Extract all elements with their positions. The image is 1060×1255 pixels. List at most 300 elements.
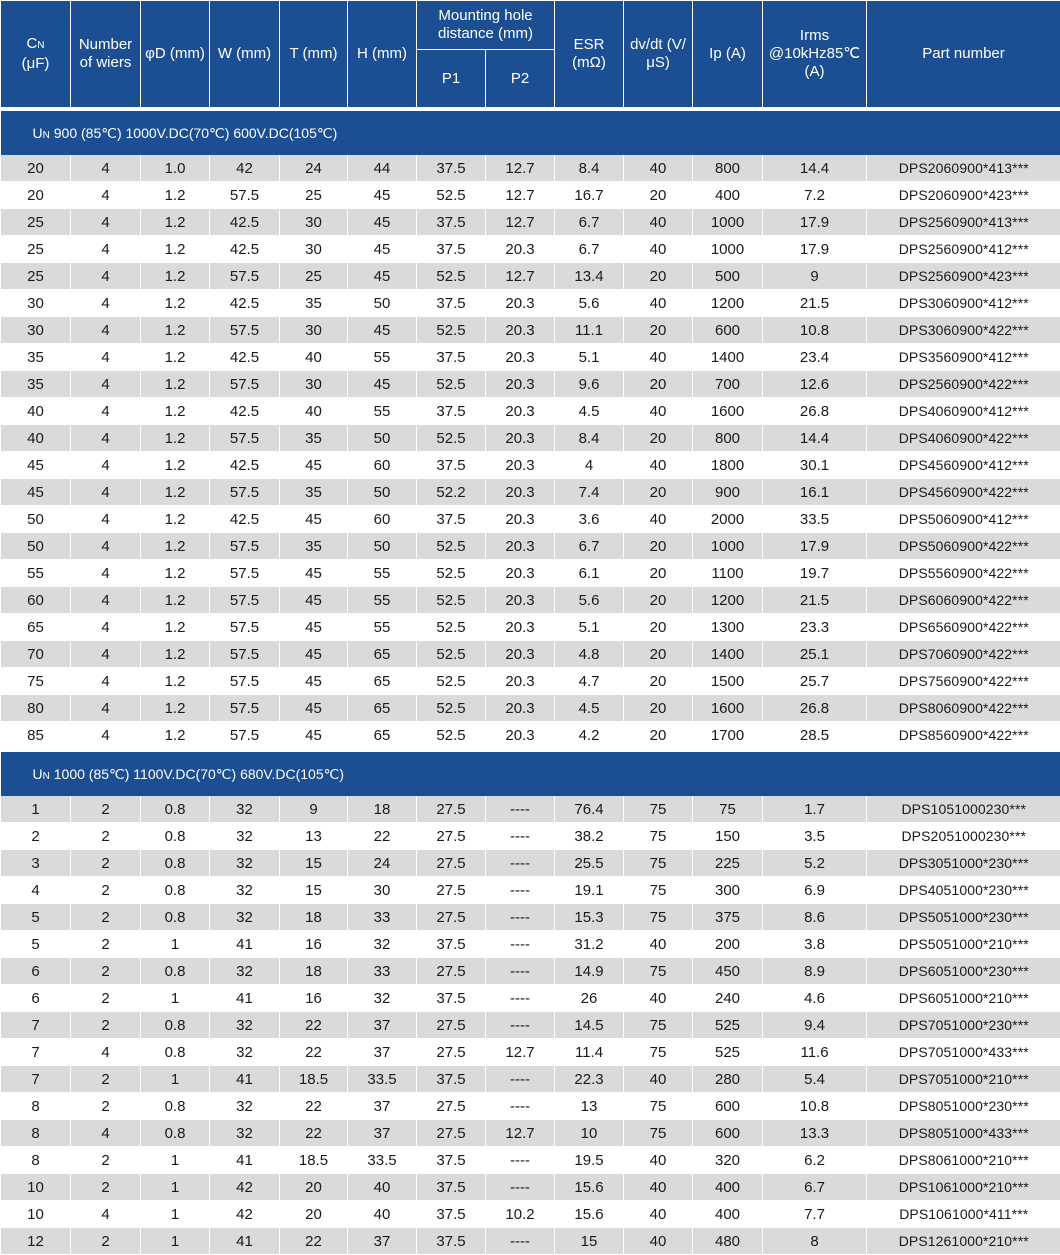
cell-ip: 700 (693, 371, 763, 398)
cell-irms: 13.3 (763, 1120, 867, 1147)
cell-p1: 37.5 (417, 155, 486, 182)
cell-wires: 2 (71, 1228, 141, 1255)
cell-irms: 3.5 (763, 823, 867, 850)
cell-capacitance: 75 (1, 668, 71, 695)
cell-part-number: DPS7051000*210*** (867, 1066, 1060, 1093)
cell-height: 65 (348, 695, 417, 722)
cell-dvdt: 75 (624, 904, 693, 931)
cell-ip: 525 (693, 1012, 763, 1039)
cell-wires: 2 (71, 958, 141, 985)
cell-phid: 1.2 (141, 641, 210, 668)
cell-irms: 26.8 (763, 398, 867, 425)
cell-width: 57.5 (210, 614, 280, 641)
cell-width: 57.5 (210, 425, 280, 452)
header-wires: Number of wiers (71, 1, 141, 110)
cell-thickness: 9 (280, 796, 348, 823)
cell-capacitance: 4 (1, 877, 71, 904)
cell-capacitance: 60 (1, 587, 71, 614)
cell-phid: 1.2 (141, 506, 210, 533)
cell-height: 33.5 (348, 1147, 417, 1174)
cell-wires: 4 (71, 236, 141, 263)
cell-p1: 52.5 (417, 263, 486, 290)
header-phid: φD (mm) (141, 1, 210, 110)
cell-ip: 300 (693, 877, 763, 904)
cell-capacitance: 5 (1, 931, 71, 958)
cell-thickness: 35 (280, 533, 348, 560)
cell-p1: 37.5 (417, 1174, 486, 1201)
cell-p2: ---- (486, 985, 555, 1012)
cell-phid: 1.2 (141, 344, 210, 371)
cell-capacitance: 30 (1, 290, 71, 317)
cell-dvdt: 20 (624, 695, 693, 722)
cell-phid: 0.8 (141, 823, 210, 850)
cell-p2: 20.3 (486, 344, 555, 371)
cell-part-number: DPS1061000*411*** (867, 1201, 1060, 1228)
cell-part-number: DPS1061000*210*** (867, 1174, 1060, 1201)
cell-esr: 4.8 (555, 641, 624, 668)
cell-capacitance: 2 (1, 823, 71, 850)
cell-p2: 20.3 (486, 722, 555, 751)
cell-ip: 400 (693, 182, 763, 209)
cell-ip: 480 (693, 1228, 763, 1255)
table-row (1, 587, 1060, 614)
cell-height: 45 (348, 263, 417, 290)
cell-wires: 4 (71, 1039, 141, 1066)
cell-esr: 8.4 (555, 425, 624, 452)
cell-dvdt: 20 (624, 533, 693, 560)
cell-irms: 10.8 (763, 317, 867, 344)
cell-width: 42.5 (210, 344, 280, 371)
cell-width: 57.5 (210, 560, 280, 587)
cell-ip: 1000 (693, 533, 763, 560)
cell-p2: 12.7 (486, 1039, 555, 1066)
cell-capacitance: 25 (1, 209, 71, 236)
cell-height: 40 (348, 1201, 417, 1228)
cell-width: 41 (210, 1228, 280, 1255)
cell-capacitance: 7 (1, 1012, 71, 1039)
cell-phid: 1.2 (141, 290, 210, 317)
cell-esr: 11.1 (555, 317, 624, 344)
cell-wires: 4 (71, 155, 141, 182)
cell-ip: 1500 (693, 668, 763, 695)
cell-irms: 17.9 (763, 533, 867, 560)
cell-p1: 52.5 (417, 317, 486, 344)
table-row (1, 452, 1060, 479)
table-row (1, 823, 1060, 850)
cell-thickness: 20 (280, 1201, 348, 1228)
cell-esr: 14.5 (555, 1012, 624, 1039)
cell-irms: 16.1 (763, 479, 867, 506)
cell-esr: 13.4 (555, 263, 624, 290)
cell-thickness: 22 (280, 1228, 348, 1255)
cell-width: 42.5 (210, 506, 280, 533)
cell-phid: 0.8 (141, 1039, 210, 1066)
cell-thickness: 24 (280, 155, 348, 182)
cell-ip: 240 (693, 985, 763, 1012)
cell-p2: 12.7 (486, 1120, 555, 1147)
cell-capacitance: 8 (1, 1093, 71, 1120)
cell-irms: 6.2 (763, 1147, 867, 1174)
cell-capacitance: 35 (1, 371, 71, 398)
cell-width: 32 (210, 1039, 280, 1066)
cell-width: 57.5 (210, 533, 280, 560)
cell-height: 45 (348, 317, 417, 344)
cell-wires: 2 (71, 1012, 141, 1039)
cell-capacitance: 1 (1, 796, 71, 823)
cell-p1: 37.5 (417, 290, 486, 317)
cell-width: 42 (210, 155, 280, 182)
cell-wires: 4 (71, 560, 141, 587)
cell-thickness: 16 (280, 985, 348, 1012)
cell-height: 24 (348, 850, 417, 877)
cell-wires: 2 (71, 823, 141, 850)
cell-part-number: DPS8051000*230*** (867, 1093, 1060, 1120)
cell-p1: 52.5 (417, 668, 486, 695)
cell-width: 32 (210, 823, 280, 850)
cell-width: 57.5 (210, 263, 280, 290)
cell-dvdt: 20 (624, 479, 693, 506)
cell-esr: 38.2 (555, 823, 624, 850)
cell-irms: 4.6 (763, 985, 867, 1012)
cell-irms: 6.7 (763, 1174, 867, 1201)
cell-wires: 4 (71, 263, 141, 290)
table-row (1, 1147, 1060, 1174)
cell-esr: 22.3 (555, 1066, 624, 1093)
cell-capacitance: 35 (1, 344, 71, 371)
cell-height: 30 (348, 877, 417, 904)
table-row (1, 344, 1060, 371)
cell-phid: 1.2 (141, 668, 210, 695)
cell-p2: 20.3 (486, 371, 555, 398)
cell-width: 32 (210, 958, 280, 985)
cell-ip: 800 (693, 155, 763, 182)
table-row (1, 1201, 1060, 1228)
cell-p1: 37.5 (417, 1066, 486, 1093)
cell-thickness: 40 (280, 344, 348, 371)
cell-part-number: DPS5060900*422*** (867, 533, 1060, 560)
cell-dvdt: 40 (624, 344, 693, 371)
table-row (1, 155, 1060, 182)
cell-irms: 33.5 (763, 506, 867, 533)
cell-phid: 1.2 (141, 452, 210, 479)
cell-irms: 7.7 (763, 1201, 867, 1228)
cell-width: 42.5 (210, 452, 280, 479)
cell-width: 42.5 (210, 398, 280, 425)
cell-phid: 0.8 (141, 904, 210, 931)
cell-capacitance: 80 (1, 695, 71, 722)
cell-capacitance: 7 (1, 1039, 71, 1066)
cell-ip: 1000 (693, 209, 763, 236)
table-row (1, 1066, 1060, 1093)
cell-part-number: DPS2560900*412*** (867, 236, 1060, 263)
cell-phid: 1.2 (141, 398, 210, 425)
cell-part-number: DPS7051000*433*** (867, 1039, 1060, 1066)
cell-wires: 2 (71, 1174, 141, 1201)
cell-part-number: DPS5060900*412*** (867, 506, 1060, 533)
cell-thickness: 45 (280, 452, 348, 479)
header-esr: ESR (mΩ) (555, 1, 624, 110)
cell-irms: 30.1 (763, 452, 867, 479)
cell-wires: 4 (71, 533, 141, 560)
cell-p2: ---- (486, 877, 555, 904)
cell-part-number: DPS4560900*412*** (867, 452, 1060, 479)
cell-part-number: DPS7060900*422*** (867, 641, 1060, 668)
cell-ip: 450 (693, 958, 763, 985)
cell-phid: 1 (141, 1174, 210, 1201)
cell-esr: 3.6 (555, 506, 624, 533)
cell-thickness: 45 (280, 722, 348, 751)
cell-irms: 5.4 (763, 1066, 867, 1093)
cell-capacitance: 50 (1, 506, 71, 533)
cell-wires: 2 (71, 796, 141, 823)
cell-esr: 25.5 (555, 850, 624, 877)
cell-thickness: 45 (280, 560, 348, 587)
cell-irms: 14.4 (763, 155, 867, 182)
cell-phid: 1.2 (141, 236, 210, 263)
cell-irms: 14.4 (763, 425, 867, 452)
cell-height: 55 (348, 587, 417, 614)
cell-irms: 8.6 (763, 904, 867, 931)
cell-ip: 375 (693, 904, 763, 931)
cell-ip: 1400 (693, 641, 763, 668)
cell-dvdt: 20 (624, 614, 693, 641)
table-row (1, 1012, 1060, 1039)
cell-p2: 12.7 (486, 182, 555, 209)
cell-dvdt: 40 (624, 506, 693, 533)
cell-width: 41 (210, 1147, 280, 1174)
cell-thickness: 25 (280, 263, 348, 290)
cell-height: 45 (348, 371, 417, 398)
cell-capacitance: 30 (1, 317, 71, 344)
cell-phid: 1.2 (141, 695, 210, 722)
cell-phid: 1.2 (141, 209, 210, 236)
table-row (1, 850, 1060, 877)
cell-ip: 320 (693, 1147, 763, 1174)
cell-dvdt: 20 (624, 263, 693, 290)
cell-height: 60 (348, 452, 417, 479)
cell-phid: 0.8 (141, 1093, 210, 1120)
section-rating: UN 1000 (85℃) 1100V.DC(70℃) 680V.DC(105℃) (1, 750, 1060, 796)
cell-capacitance: 10 (1, 1174, 71, 1201)
cell-dvdt: 40 (624, 209, 693, 236)
cell-capacitance: 85 (1, 722, 71, 751)
cell-wires: 4 (71, 290, 141, 317)
cell-esr: 6.7 (555, 209, 624, 236)
cell-thickness: 45 (280, 614, 348, 641)
cell-esr: 14.9 (555, 958, 624, 985)
cell-p1: 27.5 (417, 1093, 486, 1120)
cell-height: 37 (348, 1093, 417, 1120)
cell-phid: 1.2 (141, 371, 210, 398)
cell-irms: 17.9 (763, 209, 867, 236)
cell-dvdt: 40 (624, 236, 693, 263)
cell-capacitance: 20 (1, 155, 71, 182)
cell-dvdt: 20 (624, 641, 693, 668)
cell-capacitance: 25 (1, 236, 71, 263)
cell-thickness: 30 (280, 209, 348, 236)
table-row (1, 1093, 1060, 1120)
cell-dvdt: 40 (624, 1147, 693, 1174)
cell-dvdt: 75 (624, 823, 693, 850)
cell-p2: 20.3 (486, 614, 555, 641)
cell-width: 57.5 (210, 317, 280, 344)
cell-dvdt: 75 (624, 1039, 693, 1066)
cell-thickness: 15 (280, 850, 348, 877)
cell-wires: 4 (71, 344, 141, 371)
cell-ip: 75 (693, 796, 763, 823)
section-header (1, 750, 1060, 796)
cell-esr: 76.4 (555, 796, 624, 823)
cell-p2: 20.3 (486, 236, 555, 263)
header-p2: P2 (486, 50, 555, 110)
cell-thickness: 45 (280, 506, 348, 533)
cell-p2: ---- (486, 823, 555, 850)
cell-p1: 52.5 (417, 533, 486, 560)
cell-ip: 1000 (693, 236, 763, 263)
table-row (1, 695, 1060, 722)
cell-width: 57.5 (210, 722, 280, 751)
cell-p1: 52.5 (417, 614, 486, 641)
cell-ip: 600 (693, 317, 763, 344)
table-row (1, 209, 1060, 236)
cell-esr: 13 (555, 1093, 624, 1120)
cell-height: 32 (348, 985, 417, 1012)
cell-phid: 0.8 (141, 1012, 210, 1039)
cell-dvdt: 20 (624, 560, 693, 587)
cell-irms: 25.1 (763, 641, 867, 668)
cell-phid: 1.2 (141, 560, 210, 587)
table-row (1, 1174, 1060, 1201)
cell-wires: 4 (71, 587, 141, 614)
cell-height: 65 (348, 641, 417, 668)
cell-part-number: DPS6060900*422*** (867, 587, 1060, 614)
section-1000v (1, 750, 1060, 1255)
cell-height: 37 (348, 1228, 417, 1255)
table-row (1, 371, 1060, 398)
cell-capacitance: 12 (1, 1228, 71, 1255)
cell-p2: 20.3 (486, 695, 555, 722)
cell-thickness: 35 (280, 425, 348, 452)
cell-irms: 9 (763, 263, 867, 290)
table-row (1, 1120, 1060, 1147)
cell-phid: 1 (141, 1228, 210, 1255)
cell-part-number: DPS7560900*422*** (867, 668, 1060, 695)
cell-capacitance: 45 (1, 479, 71, 506)
cell-p2: 20.3 (486, 479, 555, 506)
table-row (1, 931, 1060, 958)
cell-p2: ---- (486, 1012, 555, 1039)
table-row (1, 641, 1060, 668)
cell-esr: 16.7 (555, 182, 624, 209)
cell-irms: 8 (763, 1228, 867, 1255)
cell-part-number: DPS2560900*423*** (867, 263, 1060, 290)
cell-phid: 1 (141, 1147, 210, 1174)
cell-dvdt: 40 (624, 452, 693, 479)
cell-p1: 37.5 (417, 398, 486, 425)
cell-irms: 5.2 (763, 850, 867, 877)
cell-irms: 6.9 (763, 877, 867, 904)
cell-width: 57.5 (210, 479, 280, 506)
cell-irms: 23.4 (763, 344, 867, 371)
table-row (1, 1228, 1060, 1255)
cell-thickness: 18.5 (280, 1147, 348, 1174)
cell-esr: 10 (555, 1120, 624, 1147)
cell-wires: 2 (71, 931, 141, 958)
cell-wires: 4 (71, 209, 141, 236)
cell-p2: 20.3 (486, 587, 555, 614)
cell-width: 42.5 (210, 209, 280, 236)
cell-p1: 52.5 (417, 425, 486, 452)
cell-ip: 500 (693, 263, 763, 290)
cell-esr: 5.1 (555, 344, 624, 371)
table-row (1, 1039, 1060, 1066)
cell-thickness: 45 (280, 587, 348, 614)
header-ip: Ip (A) (693, 1, 763, 110)
cell-esr: 5.6 (555, 587, 624, 614)
cell-ip: 2000 (693, 506, 763, 533)
cell-phid: 1.2 (141, 425, 210, 452)
cell-height: 55 (348, 398, 417, 425)
cell-height: 50 (348, 479, 417, 506)
table-row (1, 958, 1060, 985)
header-p1: P1 (417, 50, 486, 110)
header-thickness: T (mm) (280, 1, 348, 110)
cell-ip: 150 (693, 823, 763, 850)
cell-ip: 400 (693, 1174, 763, 1201)
cell-thickness: 45 (280, 641, 348, 668)
cell-irms: 12.6 (763, 371, 867, 398)
cell-height: 33 (348, 958, 417, 985)
cell-height: 50 (348, 425, 417, 452)
cell-width: 57.5 (210, 695, 280, 722)
cell-capacitance: 7 (1, 1066, 71, 1093)
cell-dvdt: 40 (624, 290, 693, 317)
cell-ip: 400 (693, 1201, 763, 1228)
cell-p1: 27.5 (417, 904, 486, 931)
cell-part-number: DPS6051000*230*** (867, 958, 1060, 985)
cell-irms: 23.3 (763, 614, 867, 641)
cell-phid: 1 (141, 1201, 210, 1228)
cell-capacitance: 10 (1, 1201, 71, 1228)
cell-irms: 7.2 (763, 182, 867, 209)
cell-width: 41 (210, 1066, 280, 1093)
cell-irms: 21.5 (763, 587, 867, 614)
cell-esr: 4.7 (555, 668, 624, 695)
cell-dvdt: 20 (624, 371, 693, 398)
cell-phid: 1.2 (141, 722, 210, 751)
cell-p2: ---- (486, 958, 555, 985)
cell-thickness: 16 (280, 931, 348, 958)
cell-esr: 15 (555, 1228, 624, 1255)
cell-thickness: 22 (280, 1012, 348, 1039)
cell-part-number: DPS8560900*422*** (867, 722, 1060, 751)
cell-thickness: 35 (280, 290, 348, 317)
cell-wires: 4 (71, 722, 141, 751)
cell-dvdt: 40 (624, 398, 693, 425)
cell-thickness: 30 (280, 317, 348, 344)
cell-wires: 4 (71, 452, 141, 479)
cell-capacitance: 65 (1, 614, 71, 641)
cell-height: 33 (348, 904, 417, 931)
cell-height: 33.5 (348, 1066, 417, 1093)
cell-dvdt: 40 (624, 1228, 693, 1255)
cell-part-number: DPS2051000230*** (867, 823, 1060, 850)
cell-dvdt: 20 (624, 182, 693, 209)
cell-wires: 4 (71, 398, 141, 425)
cell-thickness: 18 (280, 958, 348, 985)
cell-height: 32 (348, 931, 417, 958)
cell-esr: 5.1 (555, 614, 624, 641)
